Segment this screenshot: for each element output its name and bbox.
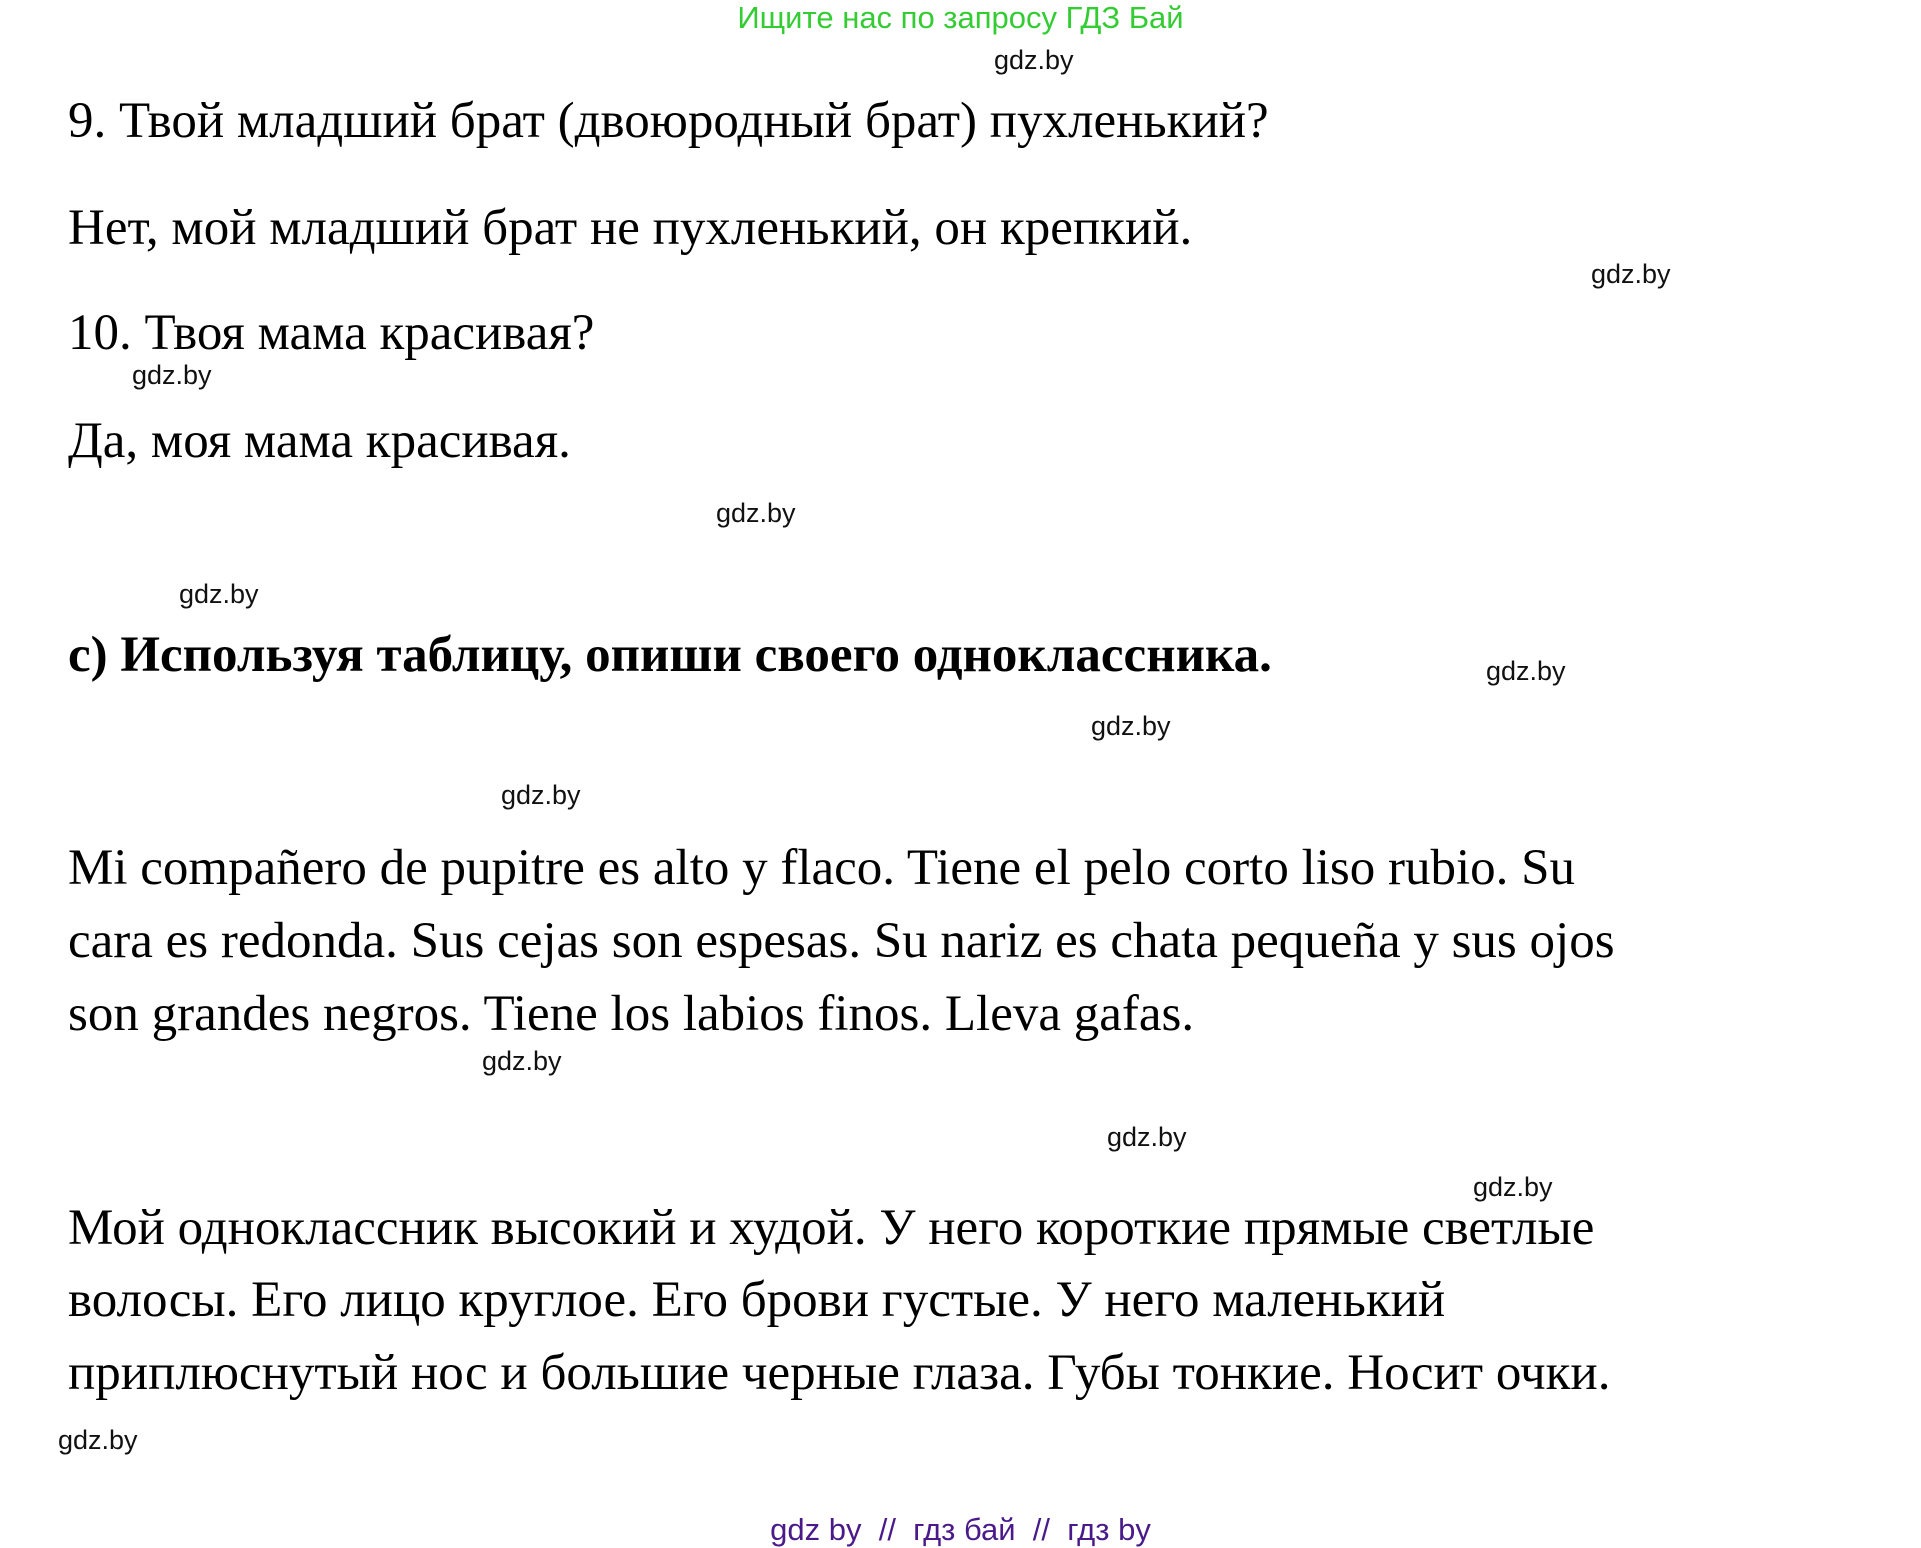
footer-links[interactable]: gdz by // гдз бай // гдз by [770,1512,1151,1547]
watermark: gdz.by [1591,259,1671,289]
russian-line: приплюснутый нос и большие черные глаза. Губы тонкие. Носит очки. [68,1345,1611,1401]
russian-line: Мой одноклассник высокий и худой. У него короткие прямые светлые [68,1200,1595,1256]
spanish-line: Mi compañero de pupitre es alto y flaco. Tiene el pelo corto liso rubio. Su [68,840,1576,896]
watermark: gdz.by [179,579,259,609]
watermark: gdz.by [716,498,796,528]
question-9: 9. Твой младший брат (двоюродный брат) пухленький? [68,93,1269,149]
russian-line: волосы. Его лицо круглое. Его брови густые. У него маленький [68,1272,1446,1328]
watermark: gdz.by [58,1425,138,1455]
watermark: gdz.by [994,45,1074,75]
promo-header: Ищите нас по запросу ГДЗ Бай [737,0,1184,35]
watermark: gdz.by [132,360,212,390]
watermark: gdz.by [482,1046,562,1076]
watermark: gdz.by [1486,656,1566,686]
question-10: 10. Твоя мама красивая? [68,305,595,361]
task-c-title: c) Используя таблицу, опиши своего одноклассника. [68,627,1272,683]
answer-10: Да, моя мама красивая. [68,413,571,469]
answer-9: Нет, мой младший брат не пухленький, он крепкий. [68,200,1193,256]
spanish-line: cara es redonda. Sus cejas son espesas. Su nariz es chata pequeña y sus ojos [68,913,1615,969]
watermark: gdz.by [1107,1122,1187,1152]
watermark: gdz.by [501,780,581,810]
watermark: gdz.by [1091,711,1171,741]
spanish-line: son grandes negros. Tiene los labios finos. Lleva gafas. [68,986,1195,1042]
watermark: gdz.by [1473,1172,1553,1202]
